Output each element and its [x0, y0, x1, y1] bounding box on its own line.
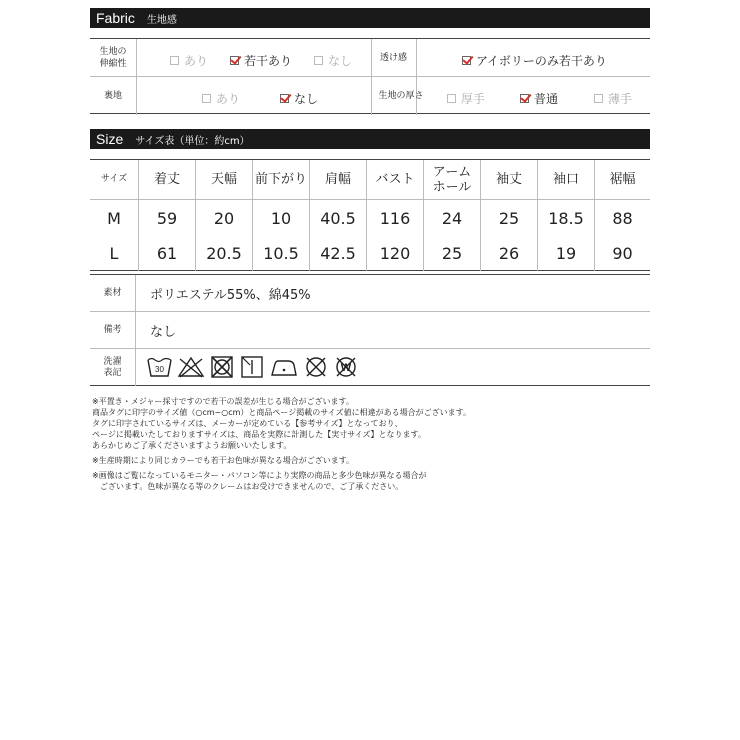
care-icons [146, 355, 359, 379]
col-hem-width: 裾幅 [594, 160, 650, 199]
note-row [90, 312, 650, 349]
note-line: 商品タグに印字のサイズ値（○cm~○cm）と商品ページ掲載のサイズ値に相違がある場合がございます。 [92, 408, 471, 417]
col-shoulder: 肩幅 [309, 160, 366, 199]
fabric-header-en: Fabric [96, 10, 135, 26]
note-line: ※平置き・メジャー採寸ですので若干の誤差が生じる場合がございます。 [92, 397, 354, 406]
stretch-option-jakkan: 若干あり [230, 52, 292, 69]
notes [92, 396, 592, 492]
note-line: ※画像はご覧になっているモニター・パソコン等により実際の商品と多少色味が異なる場合が [92, 471, 427, 480]
col-armhole: アーム ホール [423, 160, 480, 199]
col-sleeve-length: 袖丈 [480, 160, 537, 199]
fabric-header [90, 8, 650, 28]
wash-30-icon [146, 355, 173, 379]
col-bust: バスト [366, 160, 423, 199]
stretch-option-ari: あり [170, 52, 208, 69]
line-dry-shade-icon [239, 355, 265, 379]
col-front-drop: 前下がり [252, 160, 309, 199]
fabric-row-2 [90, 77, 650, 115]
stretch-label: 生地の 伸縮性 [99, 47, 127, 69]
thickness-option-usude: 薄手 [594, 90, 632, 107]
material-value: ポリエステル55%、綿45% [150, 287, 311, 303]
sheer-option: アイボリーのみ若干あり [462, 52, 607, 69]
iron-low-icon [269, 355, 299, 379]
lining-option-ari: あり [202, 90, 240, 107]
no-tumble-dry-icon [209, 355, 235, 379]
size-table [90, 159, 650, 271]
no-wet-clean-icon [333, 355, 359, 379]
checkbox-checked-icon [462, 56, 471, 65]
thickness-option-atsude: 厚手 [447, 90, 485, 107]
checkbox-icon [170, 56, 179, 65]
lining-option-nashi: なし [280, 90, 318, 107]
no-bleach-icon [177, 355, 205, 379]
note-line: ※生産時期により同じカラーでも若干お色味が異なる場合がございます。 [92, 456, 355, 465]
checkbox-checked-icon [520, 94, 529, 103]
material-row [90, 275, 650, 312]
size-header [90, 129, 650, 149]
svg-text:W: W [340, 362, 352, 374]
fabric-table [90, 38, 650, 114]
note-value: なし [150, 324, 177, 340]
thickness-option-futsu: 普通 [520, 90, 558, 107]
table-row: L 61 20.5 10.5 42.5 120 25 26 19 90 [90, 236, 650, 271]
note-label: 備考 [90, 312, 136, 348]
checkbox-icon [202, 94, 211, 103]
note-line: ございます。色味が異なる等のクレームはお受けできませんので、ご了承ください。 [92, 482, 404, 491]
checkbox-checked-icon [280, 94, 289, 103]
material-label: 素材 [90, 275, 136, 311]
note-line: タグに印字されているサイズは、メーカーが定めている【参考サイズ】となっており、 [92, 419, 403, 428]
lining-label: 裏地 [103, 91, 122, 101]
note-line: ページに掲載いたしておりますサイズは、商品を実際に計測した【実寸サイズ】となります。 [92, 430, 426, 439]
size-header-jp: サイズ表（単位：約cm） [135, 135, 250, 147]
fabric-header-jp: 生地感 [146, 14, 177, 26]
material-table [90, 274, 650, 386]
fabric-row-1 [90, 39, 650, 77]
stretch-option-nashi: なし [314, 52, 352, 69]
checkbox-icon [314, 56, 323, 65]
col-neck-width: 天幅 [195, 160, 252, 199]
col-size: サイズ [100, 174, 128, 184]
svg-text:30: 30 [155, 365, 164, 374]
col-cuff: 袖口 [537, 160, 594, 199]
col-length: 着丈 [138, 160, 195, 199]
thickness-label: 生地の厚さ [378, 91, 424, 101]
table-row: M 59 20 10 40.5 116 24 25 18.5 88 [90, 200, 650, 236]
no-dry-clean-icon [303, 355, 329, 379]
checkbox-checked-icon [230, 56, 239, 65]
care-row [90, 349, 650, 386]
sheer-label: 透け感 [379, 53, 407, 63]
size-table-header [90, 160, 650, 200]
note-line: あらかじめご了承くださいますようお願いいたします。 [92, 441, 292, 450]
checkbox-icon [594, 94, 603, 103]
care-label: 洗濯 表記 [90, 349, 136, 386]
size-header-en: Size [96, 131, 124, 147]
checkbox-icon [447, 94, 456, 103]
